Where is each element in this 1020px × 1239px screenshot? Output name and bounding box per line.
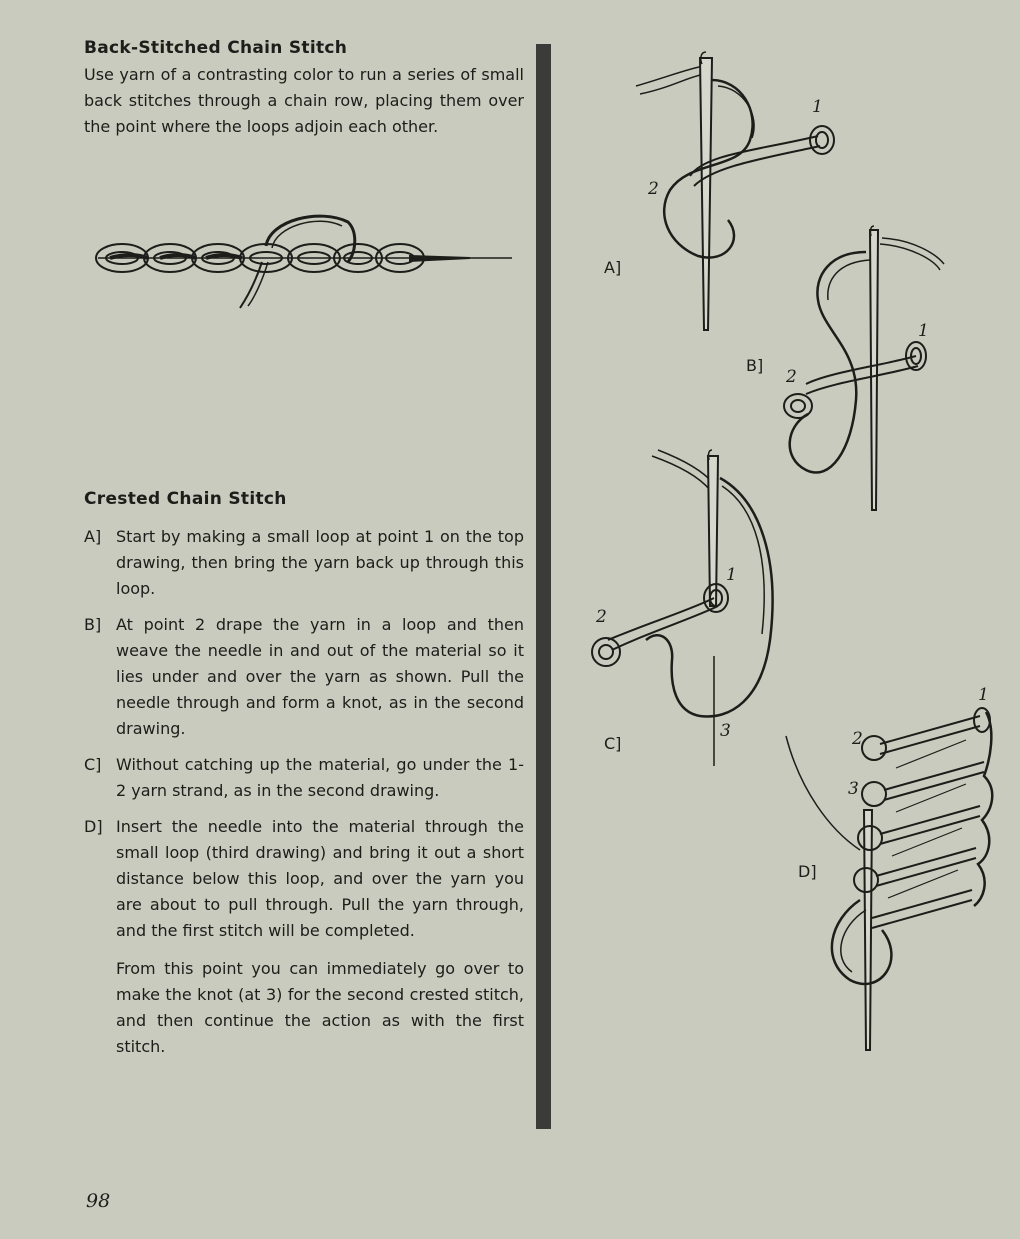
step-letter: B] (84, 615, 102, 634)
page-number: 98 (86, 1190, 111, 1212)
step-c (84, 752, 524, 804)
fig-c-number-3: 3 (720, 721, 731, 741)
fig-c-number-1: 1 (726, 565, 737, 585)
crested-title: Crested Chain Stitch (84, 489, 287, 509)
crested-steps (84, 524, 524, 1076)
fig-c-number-2: 2 (596, 607, 607, 627)
step-a (84, 524, 524, 602)
step-text: Insert the needle into the material through the small loop (third drawing) and bring it out a short distance below this loop, and over the yarn you are about to pull through. Pull the yarn through, and the first stitch will be completed. (116, 817, 524, 940)
figure-a-drawing (636, 52, 834, 330)
continuation-paragraph: From this point you can immediately go over to make the knot (at 3) for the second crested stitch, and then continue the action as with the first stitch. (116, 959, 524, 1056)
figure-c-drawing (592, 450, 773, 766)
back-stitched-body: Use yarn of a contrasting color to run a series of small back stitches through a chain row, placing them over the point where the loops adjoin each other. (84, 65, 524, 136)
fig-b-number-2: 2 (786, 367, 797, 387)
fig-d-number-2: 2 (852, 729, 863, 749)
fig-b-number-1: 1 (918, 321, 929, 341)
figure-c-label: C] (604, 734, 622, 753)
column-divider (536, 44, 551, 1129)
back-stitched-title: Back-Stitched Chain Stitch (84, 38, 348, 58)
step-d (84, 814, 524, 944)
step-letter: C] (84, 755, 102, 774)
figure-a-label: A] (604, 258, 622, 277)
figure-d-label: D] (798, 862, 817, 881)
figure-d-drawing (786, 708, 992, 1050)
figure-b-label: B] (746, 356, 764, 375)
fig-a-number-1: 1 (812, 97, 823, 117)
fig-d-number-1: 1 (978, 685, 989, 705)
step-text: Without catching up the material, go under the 1-2 yarn strand, as in the second drawing. (116, 755, 524, 800)
step-b (84, 612, 524, 742)
step-text: At point 2 drape the yarn in a loop and then weave the needle in and out of the material so it lies under and over the yarn as shown. Pull the needle through and form a knot, as in the second drawing. (116, 615, 524, 738)
fig-d-number-3: 3 (848, 779, 859, 799)
step-letter: D] (84, 817, 103, 836)
back-stitched-section (84, 38, 524, 140)
step-letter: A] (84, 527, 102, 546)
figure-b-drawing (784, 226, 944, 510)
fig-a-number-2: 2 (648, 179, 659, 199)
step-text: Start by making a small loop at point 1 on the top drawing, then bring the yarn back up through this loop. (116, 527, 524, 598)
